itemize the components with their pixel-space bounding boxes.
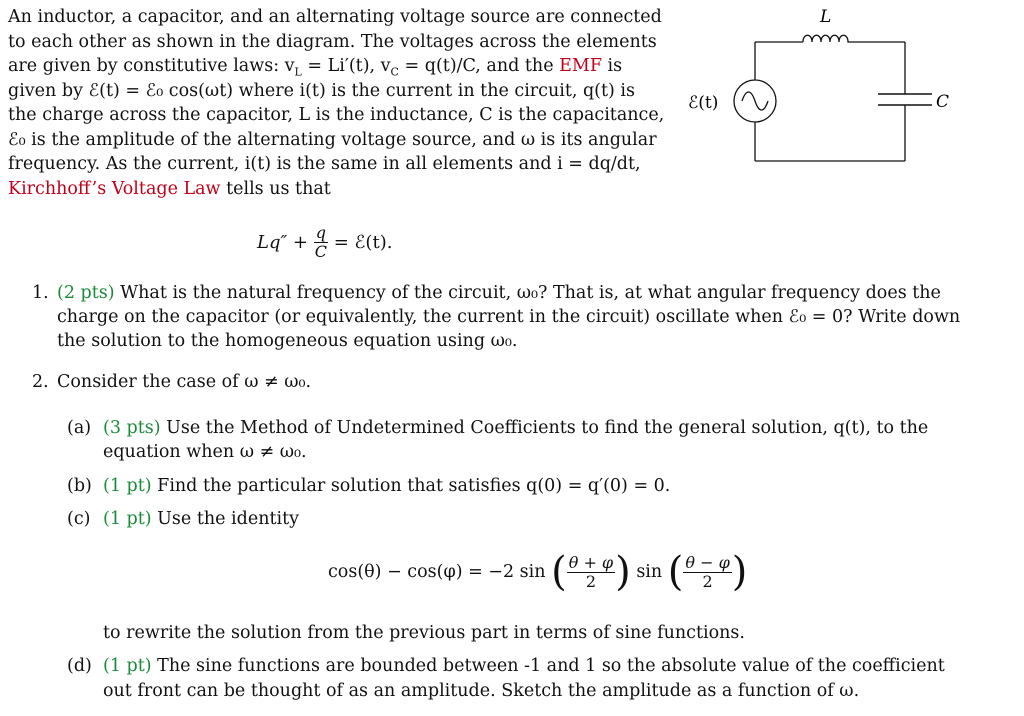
identity-lhs: cos(θ) − cos(φ) = −2 sin xyxy=(328,562,546,582)
paren-close: ) xyxy=(615,549,631,595)
intro-line-8 xyxy=(8,177,668,202)
frac-den: 2 xyxy=(585,571,597,591)
label-C: C xyxy=(936,92,950,112)
inductor-coil xyxy=(803,35,851,42)
subscript-L: L xyxy=(294,65,302,79)
q1-line-1 xyxy=(57,281,941,306)
q2b-label: (b) xyxy=(67,476,92,496)
intro-line-1: An inductor, a capacitor, and an alternating voltage source are connected xyxy=(8,7,662,27)
q1-line-2: charge on the capacitor (or equivalently, the current in the circuit) oscillate when ℰ₀ = 0? Write down xyxy=(57,307,961,327)
intro-line-2: to each other as shown in the diagram. The voltages across the elements xyxy=(8,31,657,52)
q2a-text: Use the Method of Undetermined Coefficients to find the general solution, q(t), to the xyxy=(166,418,929,438)
q2c-text: Use the identity xyxy=(157,509,300,529)
ode-rhs: = ℰ(t). xyxy=(333,232,393,253)
lc-circuit-diagram xyxy=(680,0,980,175)
fraction-q-over-C xyxy=(314,224,328,261)
q2c-label: (c) xyxy=(67,509,91,529)
label-E: ℰ(t) xyxy=(688,93,719,113)
q2a-line-2: equation when ω ≠ ω₀. xyxy=(103,442,307,462)
q2a-points: (3 pts) xyxy=(103,418,161,438)
intro-paragraph xyxy=(8,5,668,201)
intro-line-3 xyxy=(8,54,668,79)
trig-identity xyxy=(328,549,748,595)
paren-open: ( xyxy=(667,549,684,595)
q2d-line-2: out front can be thought of as an amplitude. Sketch the amplitude as a function of ω. xyxy=(103,681,860,701)
q2-text: Consider the case of ω ≠ ω₀. xyxy=(57,372,312,392)
identity-sin: sin xyxy=(636,562,663,582)
q2b-points: (1 pt) xyxy=(103,476,152,496)
label-L: L xyxy=(820,7,832,27)
intro-text: tells us that xyxy=(220,178,331,199)
intro-line-5: the charge across the capacitor, L is the inductance, C is the capacitance, xyxy=(8,105,665,125)
intro-text: = q(t)/C, and the xyxy=(398,56,560,76)
main-ode xyxy=(257,224,392,261)
q2d-line-1 xyxy=(103,654,945,679)
frac-num: q xyxy=(315,223,326,242)
ode-lhs: Lq″ + xyxy=(257,232,309,253)
identity-frac-1 xyxy=(567,554,615,591)
q2d-label: (d) xyxy=(67,656,92,676)
q1-text: What is the natural frequency of the circuit, ω₀? That is, at what angular frequency does the xyxy=(120,283,941,303)
kvl-link[interactable]: Kirchhoff’s Voltage Law xyxy=(8,178,221,199)
frac-den: C xyxy=(314,242,327,261)
q2-number: 2. xyxy=(32,372,49,392)
intro-text: = Li′(t), v xyxy=(301,56,391,76)
q2b-text: Find the particular solution that satisfies q(0) = q′(0) = 0. xyxy=(157,476,671,496)
q2d-text: The sine functions are bounded between -1 and 1 so the absolute value of the coefficient xyxy=(157,656,945,676)
q1-number: 1. xyxy=(32,283,49,303)
q2b-line-1 xyxy=(103,474,670,499)
subscript-C: C xyxy=(390,65,399,79)
intro-line-6: ℰ₀ is the amplitude of the alternating voltage source, and ω is its angular xyxy=(8,129,657,150)
intro-text: are given by constitutive laws: v xyxy=(8,56,295,76)
frac-num: θ − φ xyxy=(685,552,730,572)
q1-points: (2 pts) xyxy=(57,283,115,303)
q2c-points: (1 pt) xyxy=(103,509,152,529)
q2a-line-1 xyxy=(103,416,928,441)
identity-frac-2 xyxy=(683,554,731,591)
intro-line-4: given by ℰ(t) = ℰ₀ cos(ωt) where i(t) is the current in the circuit, q(t) is xyxy=(8,80,636,101)
q1-line-3: the solution to the homogeneous equation using ω₀. xyxy=(57,331,518,351)
paren-close: ) xyxy=(731,549,748,595)
q2c-line-1 xyxy=(103,507,299,532)
q2a-label: (a) xyxy=(67,418,92,438)
frac-num: θ + φ xyxy=(568,552,614,572)
emf-link[interactable]: EMF xyxy=(559,56,602,76)
q2c-after: to rewrite the solution from the previous part in terms of sine functions. xyxy=(103,623,745,643)
q2d-points: (1 pt) xyxy=(103,656,152,676)
intro-line-7: frequency. As the current, i(t) is the same in all elements and i = dq/dt, xyxy=(8,154,641,174)
paren-open: ( xyxy=(551,549,567,595)
frac-den: 2 xyxy=(702,571,713,591)
intro-text: is xyxy=(601,56,623,76)
